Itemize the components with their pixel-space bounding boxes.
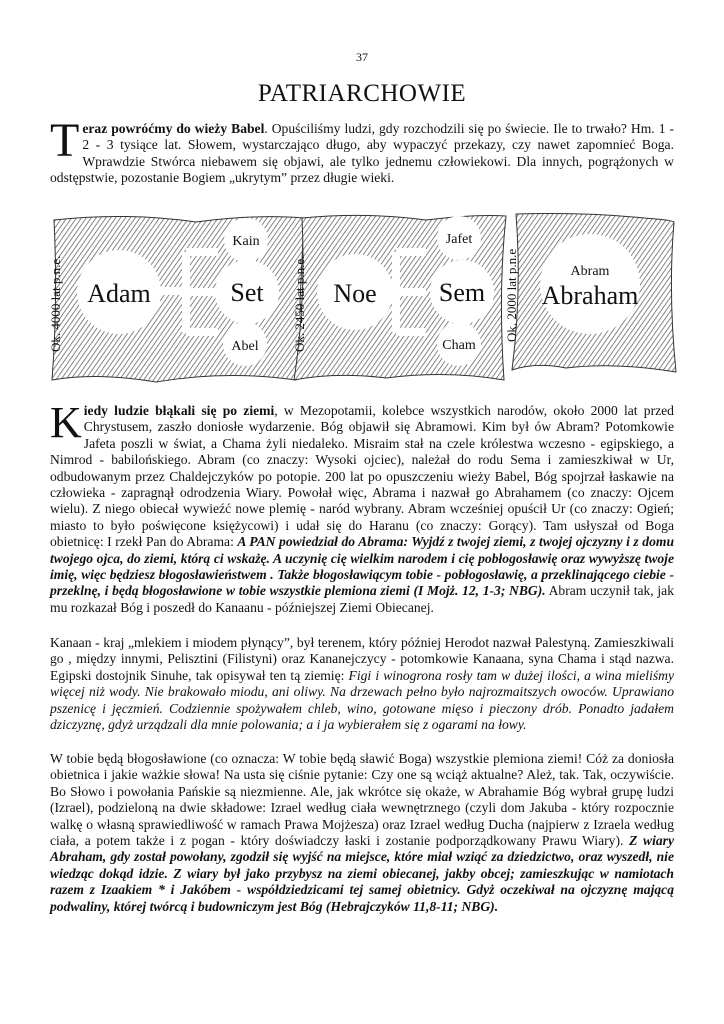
name-set: Set [230,278,264,307]
sinuhe-quote: Figi i winogrona rosły tam w dużej ilości, a wina mieliśmy więcej niż wody. Nie brakowało miodu, ani oliwy. Na drzewach pełno było najrozmaitszych owoców. Uprawiano pszenicę i jęczmień. Codziennie spożywałem chleb, wino, gotowane mięso i pieczony drób. Ponadto jadałem dziczyznę, gdyż urządzali dla mnie polowania; a i ja wybierałem się z ogarami na łowy. [50,667,674,733]
body-p1-end: Abram uczynił tak, jak mu rozkazał Bóg i poszedł do Kanaanu - późniejszej Ziemi Obiecanej. [50,583,674,615]
body-bold-lead: iedy ludzie błąkali się po ziemi [83,403,275,418]
name-cham: Cham [442,338,476,353]
intro-paragraph [50,114,674,187]
body-paragraph-1 [50,398,674,616]
intro-text: . Opuściliśmy ludzi, gdy rozchodzili się po świecie. Ile to trwało? Hm. 1 - 2 - 3 tysiące lat. Słowem, wystarczająco długo, aby wypaczyć przekazy, czy nawet zapomnieć Boga. Wprawdzie Stwórca niebawem się objawi, ale tylko jednemu człowiekowi. Dla innych, pogrążonych w odstępstwie, pozostanie Bogiem „ukrytym” przez długie wieki. [50,121,674,186]
body-p1-text: , w Mezopotamii, kolebce wszystkich narodów, około 2000 lat przed Chrystusem, zaszło doniosłe wydarzenie. Bóg objawił się Abramowi. Kim był ów Abram? Potomkowie Jafeta poszli w świat, a Chama żyli niedaleko. Misraim stał na czele królestwa wczesno - egipskiego, a Nimrod - babilońskiego. Abram (co znaczy: Wysoki ojciec), należał do rodu Sema i zamieszkiwał w Ur, odbudowanym przez Chaldejczyków po potopie. 200 lat po opuszczeniu wieży Babel, Bóg spojrzał łaskawie na człowieka - zapragnął odrodzenia Wiary. Powołał więc, Abrama i nazwał go Abrahamem (co znaczy: Ojcem wielu). Z niego obiecał wywieźć nowe plemię - naród wybrany. Abram wcześniej opuścił Ur (co znaczy: Ogień; miasto to było poświęcone księżycowi) i udał się do Haranu (co znaczy: Gorący). Tam usłyszał od Boga obietnicę: I rzekł Pan do Abrama: [50,403,674,550]
body-dropcap: K [50,398,82,447]
name-abram: Abram [570,264,610,279]
body-p3-text: W tobie będą błogosławione (co oznacza: W tobie będą sławić Boga) wszystkie plemiona ziemi! Cóż za doniosła obietnica i jakie ważkie słowa! Na usta się ciśnie pytanie: Czy one są wciąż aktualne? Ależ, tak. Tak, oczywiście. Bo Słowo i powołania Pańskie są niezmienne. Ale, jak wkrótce się okaże, w Abrahamie Bóg wybrał grupę ludzi (Izrael), podzieloną na dwie składowe: Izrael według ciała wewnętrznego (czyli dom Jakuba - który rozpocznie walkę o własną sprawiedliwość w ramach Prawa Mojżesza) oraz Izrael według Ducha (najpierw z Izraela według ciała, a potem także i z pogan - który doświadczy łaski i zostanie podporządkowany Prawu Wiary). [50,751,674,849]
name-abraham: Abraham [541,281,639,310]
patriarch-diagram [46,212,678,386]
name-abel: Abel [231,339,259,354]
diagram-panel-noe [292,215,506,380]
diagram-panel-adam [48,216,304,382]
diagram-panel-abraham [504,214,676,373]
age-label-abraham: Ok. 2000 lat p.n.e [504,248,519,342]
body-paragraph-2 [50,635,674,733]
body-p2-text: Kanaan - kraj „mlekiem i miodem płynący”, był terenem, który później Herodot nazwał Palestyną. Zamieszkiwali go , między innymi, Pelisztini (Filistyni) oraz Kananejczycy - potomkowie Kanaana, syna Chama i stąd nazwa. Egipski dostojnik Sinuhe, tak opisywał ten tą ziemię: [50,635,674,683]
body-paragraph-3 [50,751,674,915]
name-adam: Adam [87,279,151,308]
intro-dropcap: T [50,114,80,167]
intro-bold-lead: eraz powróćmy do wieży Babel [82,121,265,136]
name-kain: Kain [232,234,260,249]
page-title: PATRIARCHOWIE [257,80,467,107]
name-noe: Noe [333,279,377,308]
age-label-adam: Ok. 4000 lat p.n.e. [48,255,63,352]
page-number: 37 [356,50,368,64]
name-sem: Sem [438,278,486,307]
genesis-quote: A PAN powiedział do Abrama: Wyjdź z twojej ziemi, z twojej ojczyzny i z domu twojego ojca, do ziemi, którą ci wskażę. A uczynię cię wielkim narodem i cię pobłogosławię oraz wywyższę twoje imię, więc będziesz błogosławieństwem . Także błogosławiącym tobie - pobłogosławię, a przeklinającego ciebie - przeklnę, i będą błogosławione w tobie wszystkie plemiona ziemi (I Mojż. 12, 1-3; NBG). [50,534,674,599]
hebrews-quote: Z wiary Abraham, gdy został powołany, zgodził się wyjść na miejsce, które miał wziąć za dziedzictwo, oraz wyszedł, nie wiedząc dokąd idzie. Z wiary był jako przybysz na ziemi obiecanej, jakby obcej; zamieszkując w namiotach razem z Izaakiem * i Jakóbem - współdziedzicami tej samej obietnicy. Gdyż oczekiwał na ojczyznę mającą podwaliny, której twórcą i budowniczym jest Bóg (Hebrajczyków 11,8-11; NBG). [50,833,674,914]
age-label-noe: Ok. 2450 lat p.n.e. [292,255,307,352]
name-jafet: Jafet [445,232,473,247]
